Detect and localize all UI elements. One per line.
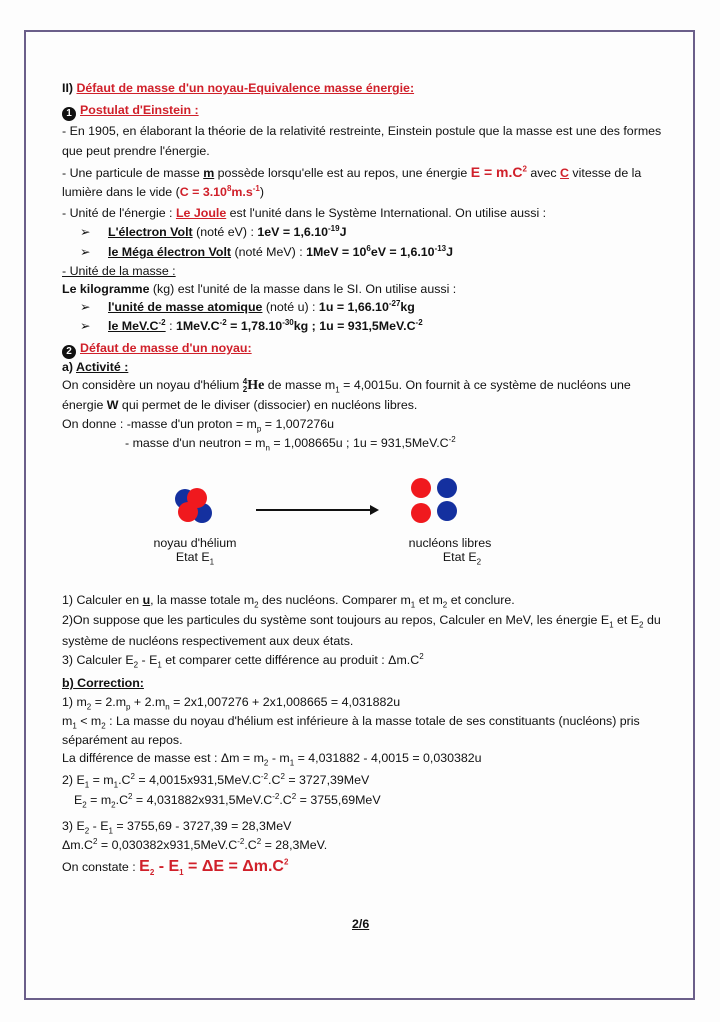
bullet-item: ➢ le $MeV.C^{-2}$ : $1MeV.C^{-2} = 1,78.10^{-30}kg$ ; $1u = 931,5MeV.C^{-2}$ — [80, 317, 423, 333]
bullet-item: ➢ l'unité de masse atomique (noté u) : $1u = 1,66.10^{-27}kg$ — [80, 298, 415, 314]
paragraph: énergie W qui permet de le diviser (dissocier) en nucléons libres. — [62, 398, 418, 412]
paragraph: - Unité de la masse : — [62, 264, 176, 278]
question-2: 2)On suppose que les particules du système sont toujours au repos, Calculer en MeV, les énergie $E_1$ et $E_2$ du — [62, 613, 661, 630]
paragraph: Le kilogramme (kg) est l'unité de la masse dans le SI. On utilise aussi : — [62, 282, 457, 296]
arrow-icon — [256, 509, 374, 511]
correction-line: 1) $m_2 = 2.m_p + 2.m_n = 2x1,007276 + 2x1,008665 = 4,031882u$ — [62, 695, 401, 712]
page-number: 2/6 — [352, 917, 370, 931]
bullet-item: ➢ L'électron Volt (noté eV) : $1eV = 1,6.10^{-19}J$ — [80, 223, 347, 239]
number-badge: 2 — [62, 345, 76, 359]
paragraph: - Unité de l'énergie : Le Joule est l'unité dans le Système International. On utilise aussi : — [62, 206, 547, 220]
arrow-bullet-icon: ➢ — [80, 319, 91, 333]
question-2-cont: système de nucléons respectivement aux deux états. — [62, 634, 354, 648]
arrow-bullet-icon: ➢ — [80, 225, 91, 239]
arrow-head-icon — [370, 505, 379, 515]
paragraph: - En 1905, en élaborant la théorie de la relativité restreinte, Einstein postule que la masse est une des formes — [62, 124, 662, 138]
paragraph: On considère un noyau d'hélium 4 2He de masse $m_1 = 4,0015u$. On fournit à ce système de nucléons une — [62, 377, 631, 395]
conclusion-line: On constate : $E_2 - E_1 = \Delta E = \Delta m.C^2$ — [62, 857, 289, 878]
correction-line: 2) $E_1 = m_1.C^2 = 4,0015x931,5MeV.C^{-2}.C^2 = 3727,39MeV$ — [62, 771, 370, 790]
arrow-bullet-icon: ➢ — [80, 245, 91, 259]
correction-line: séparément au repos. — [62, 733, 183, 747]
paragraph: On donne : -masse d'un proton = $m_p = 1,007276u$ — [62, 417, 335, 434]
subsection-heading-2: 2 Défaut de masse d'un noyau: — [62, 340, 252, 359]
paragraph: que peut prendre l'énergie. — [62, 144, 210, 158]
correction-line: $E_2 = m_2.C^2 = 4,031882x931,5MeV.C^{-2}.C^2 = 3755,69MeV$ — [74, 791, 381, 810]
paragraph: - Une particule de masse m possède lorsqu'elle est au repos, une énergie $E = m.C^2$ avec C vitesse de la — [62, 164, 642, 180]
bullet-item: ➢ le Méga électron Volt (noté MeV) : $1MeV = 10^6eV = 1,6.10^{-13}J$ — [80, 243, 454, 259]
correction-line: $m_1 < m_2$ : La masse du noyau d'hélium est inférieure à la masse totale de ses constituants (nucléons) pris — [62, 714, 640, 731]
number-badge: 1 — [62, 107, 76, 121]
question-1: 1) Calculer en u, la masse totale $m_2$ des nucléons. Comparer $m_1$ et $m_2$ et conclure. — [62, 593, 515, 610]
figure-caption-left: noyau d'hélium Etat $E_1$ — [153, 536, 237, 567]
figure-caption-right: nucléons libres Etat $E_2$ — [408, 536, 492, 567]
correction-heading: b) Correction: — [62, 676, 144, 690]
section-title: II) Défaut de masse d'un noyau-Equivalence masse énergie: — [62, 81, 415, 95]
paragraph: lumière dans le vide $(C = 3.10^8m.s^{-1})$ — [62, 183, 265, 199]
subsection-heading-1: 1 Postulat d'Einstein : — [62, 102, 199, 121]
correction-line: La différence de masse est : $\Delta m = m_2 - m_1 = 4,031882 - 4,0015 = 0,030382u$ — [62, 751, 482, 768]
correction-line: 3) $E_2 - E_1 = 3755,69 - 3727,39 = 28,3MeV$ — [62, 819, 292, 836]
activity-heading: a) Activité : — [62, 360, 129, 374]
paragraph: - masse d'un neutron = $m_n = 1,008665u$ ; $1u = 931,5MeV.C^{-2}$ — [125, 434, 456, 453]
question-3: 3) Calculer $E_2 - E_1$ et comparer cette différence au produit : $\Delta m.C^2$ — [62, 651, 424, 670]
correction-line: $\Delta m.C^2 = 0,030382x931,5MeV.C^{-2}.C^2 = 28,3MeV$. — [62, 836, 328, 852]
arrow-bullet-icon: ➢ — [80, 300, 91, 314]
